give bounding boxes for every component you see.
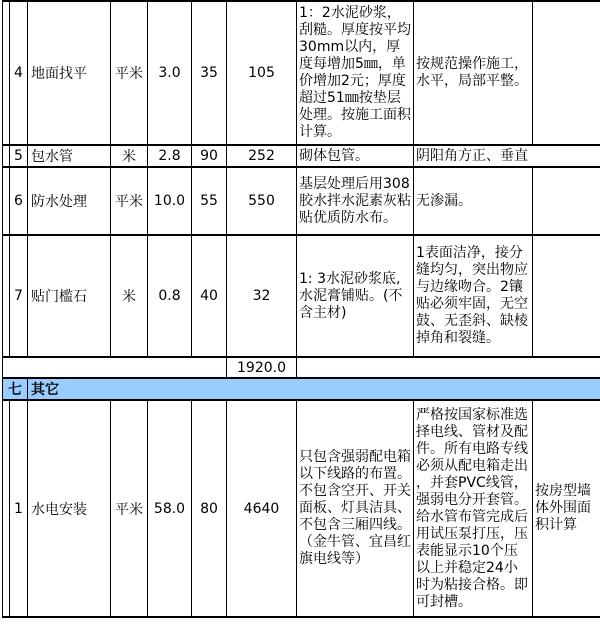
unit-price-cell[interactable]: 40 xyxy=(192,235,227,357)
note-cell[interactable] xyxy=(533,235,600,357)
renovation-quote-table xyxy=(2,0,600,618)
unit-cell[interactable]: 平米 xyxy=(111,1,148,145)
item-name-cell[interactable]: 包水管 xyxy=(28,145,111,167)
process-desc-cell[interactable]: 1：2水泥砂浆，刮糙。厚度按平均30mm以内，厚度每增加5㎜，单价增加2元；厚度超过51㎜按垫层处理。按施工面积计算。 xyxy=(297,1,414,145)
section-header-row xyxy=(3,378,600,400)
quality-remark-cell[interactable]: 严格按国家标准选择电线、管材及配件。所有电路专线必须从配电箱走出，并套PVC线管，强弱电分开套管。给水管布管完成后用试压泵打压，压表能显示10个压以上并稳定24小时为粘接合格。即可封槽。 xyxy=(414,400,533,617)
amount-cell[interactable]: 550 xyxy=(227,167,297,235)
process-desc-cell[interactable]: 1: 3水泥砂浆底, 水泥膏铺贴。(不含主材) xyxy=(297,235,414,357)
table-row-item-6 xyxy=(3,167,600,235)
note-cell[interactable] xyxy=(533,167,600,235)
row-no-cell[interactable]: 5 xyxy=(10,145,28,167)
quality-remark-cell[interactable]: 1表面洁净，接分缝均匀，突出物应与边缘吻合。2镶贴必须牢固，无空鼓、无歪斜、缺棱掉角和裂缝。 xyxy=(414,235,533,357)
unit-price-cell[interactable]: 55 xyxy=(192,167,227,235)
item-name-cell[interactable]: 防水处理 xyxy=(28,167,111,235)
subtotal-amount-cell[interactable]: 1920.0 xyxy=(227,357,297,378)
subtotal-empty-right-cell[interactable] xyxy=(297,357,600,378)
unit-cell[interactable]: 平米 xyxy=(111,400,148,617)
process-desc-cell[interactable]: 只包含强弱配电箱以下线路的布置。不包含空开、开关面板、灯具洁具、不包含三厢四线。（金牛管、宜昌红旗电线等） xyxy=(297,400,414,617)
gutter-cell[interactable] xyxy=(3,235,10,357)
subtotal-row xyxy=(3,357,600,378)
row-no-cell[interactable]: 1 xyxy=(10,400,28,617)
note-cell[interactable] xyxy=(533,1,600,145)
amount-cell[interactable]: 252 xyxy=(227,145,297,167)
quantity-cell[interactable]: 3.0 xyxy=(148,1,192,145)
table-row-section-item-1 xyxy=(3,400,600,617)
quantity-cell[interactable]: 10.0 xyxy=(148,167,192,235)
quality-remark-cell[interactable]: 阴阳角方正、垂直 xyxy=(414,145,600,167)
row-no-cell[interactable]: 4 xyxy=(10,1,28,145)
gutter-cell[interactable] xyxy=(3,400,10,617)
subtotal-empty-left-cell[interactable] xyxy=(3,357,227,378)
unit-price-cell[interactable]: 90 xyxy=(192,145,227,167)
unit-cell[interactable]: 平米 xyxy=(111,167,148,235)
row-no-cell[interactable]: 6 xyxy=(10,167,28,235)
amount-cell[interactable]: 32 xyxy=(227,235,297,357)
quantity-cell[interactable]: 0.8 xyxy=(148,235,192,357)
quantity-cell[interactable]: 2.8 xyxy=(148,145,192,167)
amount-cell[interactable]: 105 xyxy=(227,1,297,145)
gutter-cell[interactable] xyxy=(3,145,10,167)
item-name-cell[interactable]: 地面找平 xyxy=(28,1,111,145)
gutter-cell[interactable] xyxy=(3,167,10,235)
table-row-item-4 xyxy=(3,1,600,145)
unit-price-cell[interactable]: 80 xyxy=(192,400,227,617)
section-title-cell[interactable]: 其它 xyxy=(28,378,600,400)
gutter-cell[interactable] xyxy=(3,1,10,145)
unit-cell[interactable]: 米 xyxy=(111,235,148,357)
note-cell[interactable]: 按房型墙体外围面积计算 xyxy=(533,400,600,617)
quality-remark-cell[interactable]: 按规范操作施工，水平，局部平整。 xyxy=(414,1,533,145)
item-name-cell[interactable]: 贴门槛石 xyxy=(28,235,111,357)
section-no-cell[interactable]: 七 xyxy=(3,378,28,400)
amount-cell[interactable]: 4640 xyxy=(227,400,297,617)
item-name-cell[interactable]: 水电安装 xyxy=(28,400,111,617)
quantity-cell[interactable]: 58.0 xyxy=(148,400,192,617)
table-row-item-7 xyxy=(3,235,600,357)
quality-remark-cell[interactable]: 无渗漏。 xyxy=(414,167,533,235)
process-desc-cell[interactable]: 砌体包管。 xyxy=(297,145,414,167)
row-no-cell[interactable]: 7 xyxy=(10,235,28,357)
unit-cell[interactable]: 米 xyxy=(111,145,148,167)
process-desc-cell[interactable]: 基层处理后用308胶水拌水泥素灰粘贴优质防水布。 xyxy=(297,167,414,235)
unit-price-cell[interactable]: 35 xyxy=(192,1,227,145)
table-row-item-5 xyxy=(3,145,600,167)
